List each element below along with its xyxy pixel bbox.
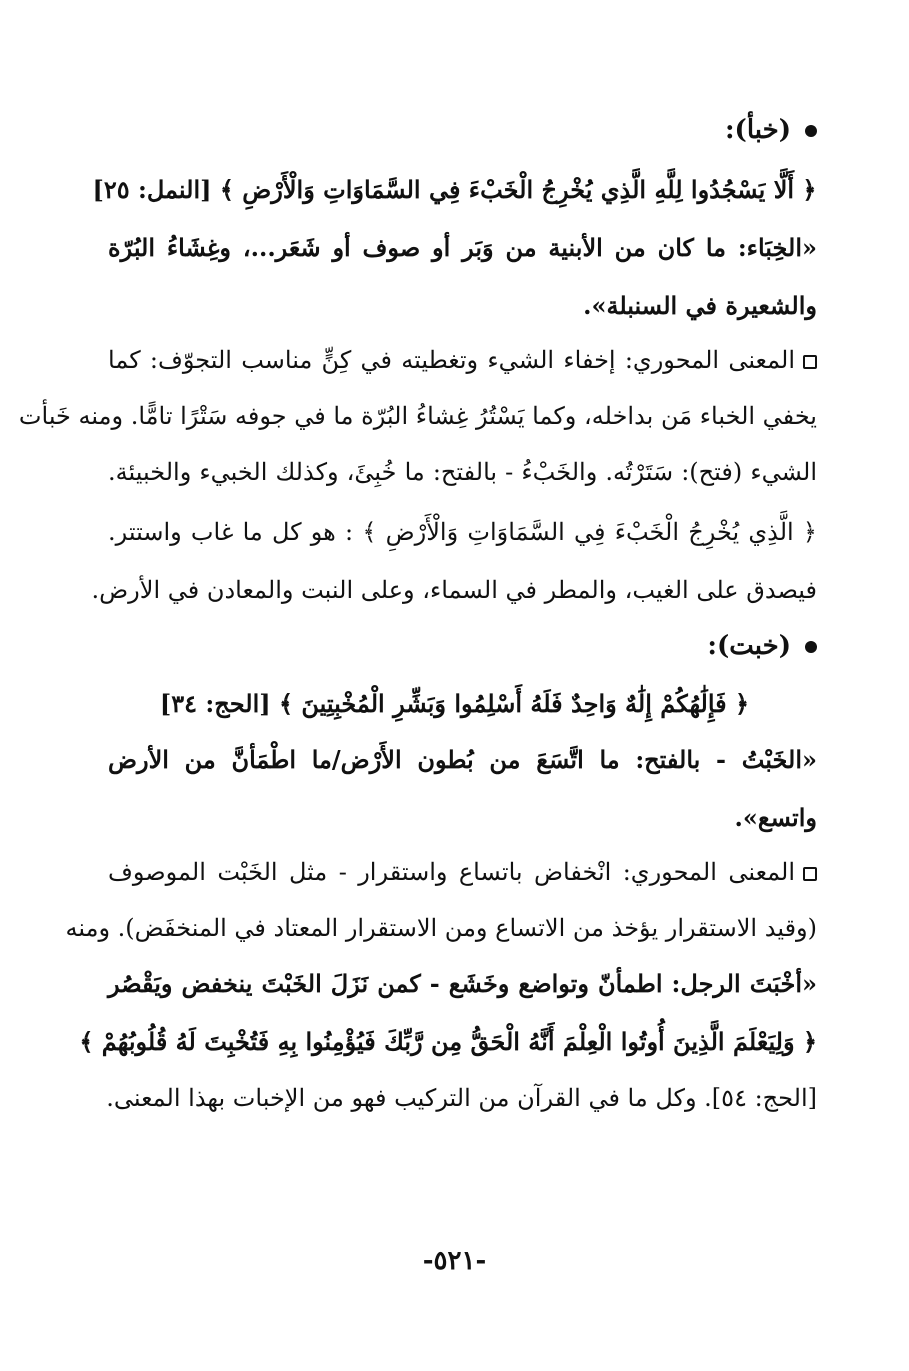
bullet-dot-icon — [805, 125, 817, 137]
square-outline-icon — [803, 867, 817, 881]
meaning-line — [108, 854, 817, 890]
meaning-line: ﴿ الَّذِي يُخْرِجُ الْخَبْءَ فِي السَّمَاوَاتِ وَالْأَرْضِ ﴾ : هو كل ما غاب واستتر. — [108, 518, 817, 546]
definition-line: والشعيرة في السنبلة». — [583, 291, 817, 320]
meaning-line: فيصدق على الغيب، والمطر في السماء، وعلى النبت والمعادن في الأرض. — [91, 576, 817, 604]
meaning-line: (وقيد الاستقرار يؤخذ من الاتساع ومن الاستقرار المعتاد في المنخفَض). ومنه — [65, 914, 817, 942]
meaning-line: «أخْبَتَ الرجل: اطمأنّ وتواضع وخَشَع - كمن نَزَلَ الخَبْتَ ينخفض ويَقْصُر — [108, 969, 817, 998]
heading-text: (خبت): — [707, 631, 791, 661]
meaning-line: يخفي الخباء مَن بداخله، وكما يَسْتُرُ غِشاءُ البُرّة ما في جوفه سَتْرًا تامًّا. ومنه خَبأت — [18, 402, 817, 430]
definition-line: واتسع». — [734, 803, 817, 832]
meaning-line: [الحج: ٥٤]. وكل ما في القرآن من التركيب فهو من الإخبات بهذا المعنى. — [106, 1084, 817, 1112]
meaning-line — [108, 342, 817, 378]
entry-heading-khaba — [725, 112, 817, 148]
page-number: -٥٢١- — [422, 1246, 487, 1276]
entry-heading-khabat — [707, 628, 817, 664]
meaning-text: المعنى المحوري: إخفاء الشيء وتغطيته في كِنٍّ مناسب التجوّف: كما — [108, 346, 795, 374]
square-outline-icon — [803, 355, 817, 369]
quran-verse: ﴿ أَلَّا يَسْجُدُوا لِلَّهِ الَّذِي يُخْرِجُ الْخَبْءَ فِي السَّمَاوَاتِ وَالْأَرْضِ ﴾ [النمل: ٢٥] — [92, 175, 817, 204]
quran-verse: ﴿ فَإِلَٰهُكُمْ إِلَٰهٌ وَاحِدٌ فَلَهُ أَسْلِمُوا وَبَشِّرِ الْمُخْبِتِينَ ﴾ [الحج: ٣٤] — [159, 689, 750, 718]
definition-line: «الخِبَاء: ما كان من الأبنية من وَبَر أو صوف أو شَعَر...، وغِشَاءُ البُرّة — [108, 233, 817, 262]
bullet-dot-icon — [805, 641, 817, 653]
quran-verse-inline: ﴿ وَلِيَعْلَمَ الَّذِينَ أُوتُوا الْعِلْمَ أَنَّهُ الْحَقُّ مِن رَّبِّكَ فَيُؤْمِنُوا بِهِ فَتُخْبِتَ لَهُ قُلُوبُهُمْ ﴾ — [79, 1027, 817, 1056]
heading-text: (خبأ): — [724, 115, 791, 145]
definition-line: «الخَبْتُ - بالفتح: ما اتَّسَعَ من بُطون الأَرْض/ما اطْمَأنَّ من الأرض — [108, 745, 817, 774]
meaning-text: المعنى المحوري: انْخفاض باتساع واستقرار - مثل الخَبْت الموصوف — [108, 858, 795, 886]
meaning-line: الشيء (فتح): سَتَرْتُه. والخَبْءُ - بالفتح: ما خُبِئَ، وكذلك الخبيء والخبيئة. — [108, 458, 817, 486]
